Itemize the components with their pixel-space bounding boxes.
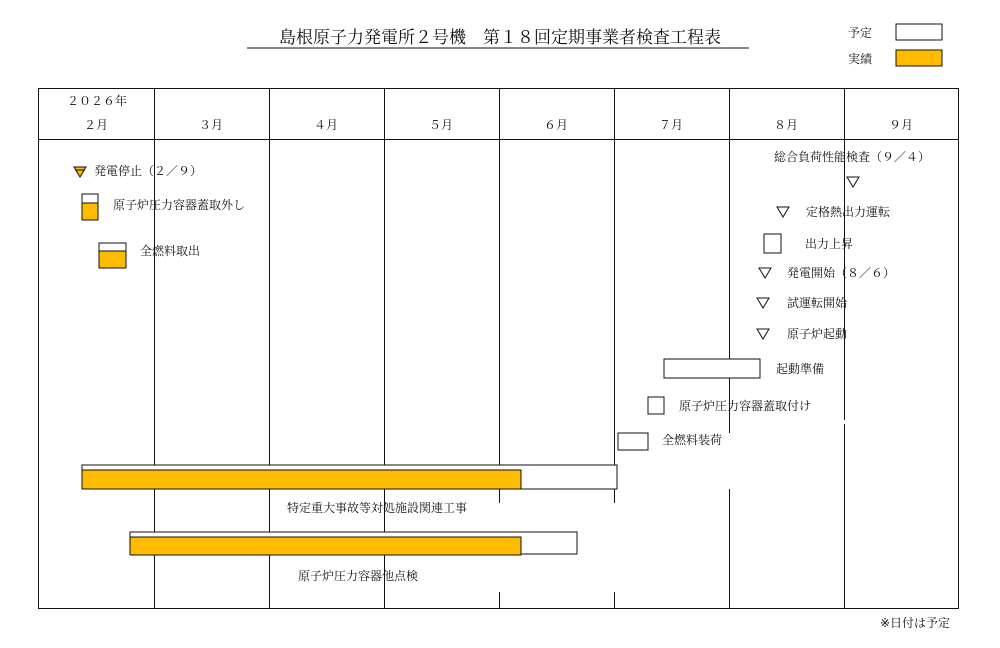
legend-plan-label: 予定 — [848, 26, 873, 40]
month-label: ７月 — [658, 118, 684, 132]
task-actual-fill — [130, 537, 521, 555]
task-label: 全燃料装荷 — [662, 433, 723, 447]
milestone-rated-thermal-output — [777, 204, 890, 219]
legend-plan-swatch — [896, 24, 942, 40]
task-vessel-head-removal — [82, 194, 245, 220]
legend-actual-label: 実績 — [848, 52, 873, 66]
triangle-down-icon — [757, 298, 769, 308]
month-label: ６月 — [543, 118, 569, 132]
task-label: 原子炉圧力容器蓋取外し — [113, 198, 246, 212]
task-plan-box — [664, 359, 760, 378]
month-label: ２月 — [83, 118, 109, 132]
milestone-reactor-startup — [757, 326, 847, 341]
task-label: 原子炉圧力容器他点検 — [297, 569, 419, 583]
legend-actual-swatch — [896, 50, 942, 66]
milestone-generation-stop — [74, 163, 202, 178]
month-label: ５月 — [428, 118, 454, 132]
task-plan-box — [618, 433, 648, 450]
triangle-down-icon — [759, 268, 771, 278]
month-label: ４月 — [313, 118, 339, 132]
triangle-down-icon — [777, 207, 789, 217]
task-output-increase — [764, 234, 853, 253]
task-plan-box — [648, 397, 664, 414]
milestone-trial-operation — [757, 295, 848, 310]
task-actual-fill — [82, 203, 98, 220]
task-label: 出力上昇 — [805, 237, 854, 251]
triangle-down-icon — [847, 177, 859, 187]
task-vessel-head-installation — [648, 397, 811, 414]
task-reactor-vessel-inspection — [130, 532, 577, 583]
task-specific-accident-facility-work — [82, 465, 617, 515]
task-plan-box — [764, 234, 781, 253]
milestone-label: 総合負荷性能検査（９／４） — [773, 150, 931, 164]
milestone-label: 発電停止（２／９） — [94, 164, 203, 178]
milestone-label: 定格熱出力運転 — [806, 205, 891, 219]
month-grid-lines — [155, 88, 848, 608]
triangle-down-icon — [74, 167, 86, 177]
task-label: 全燃料取出 — [140, 244, 201, 258]
task-fuel-unloading — [99, 243, 200, 268]
milestone-total-load-test — [774, 149, 930, 187]
milestone-generation-start — [759, 265, 895, 280]
month-labels — [84, 118, 913, 132]
month-label: ３月 — [198, 118, 224, 132]
task-label: 原子炉圧力容器蓋取付け — [679, 399, 812, 413]
task-fuel-loading — [618, 432, 722, 450]
milestone-label: 発電開始（８／６） — [787, 266, 896, 280]
task-startup-preparation — [664, 359, 824, 378]
milestone-label: 原子炉起動 — [787, 327, 848, 341]
task-label: 起動準備 — [776, 362, 825, 376]
month-label: ９月 — [888, 118, 914, 132]
month-label: ８月 — [773, 118, 799, 132]
milestone-label: 試運転開始 — [787, 296, 848, 310]
task-label: 特定重大事故等対処施設関連工事 — [286, 501, 468, 515]
triangle-down-icon — [757, 329, 769, 339]
year-label: ２０２６年 — [66, 94, 128, 108]
chart-title: 島根原子力発電所２号機 第１８回定期事業者検査工程表 — [279, 28, 721, 48]
task-actual-fill — [82, 470, 521, 489]
task-actual-fill — [99, 251, 126, 268]
footnote: ※日付は予定 — [879, 616, 950, 630]
